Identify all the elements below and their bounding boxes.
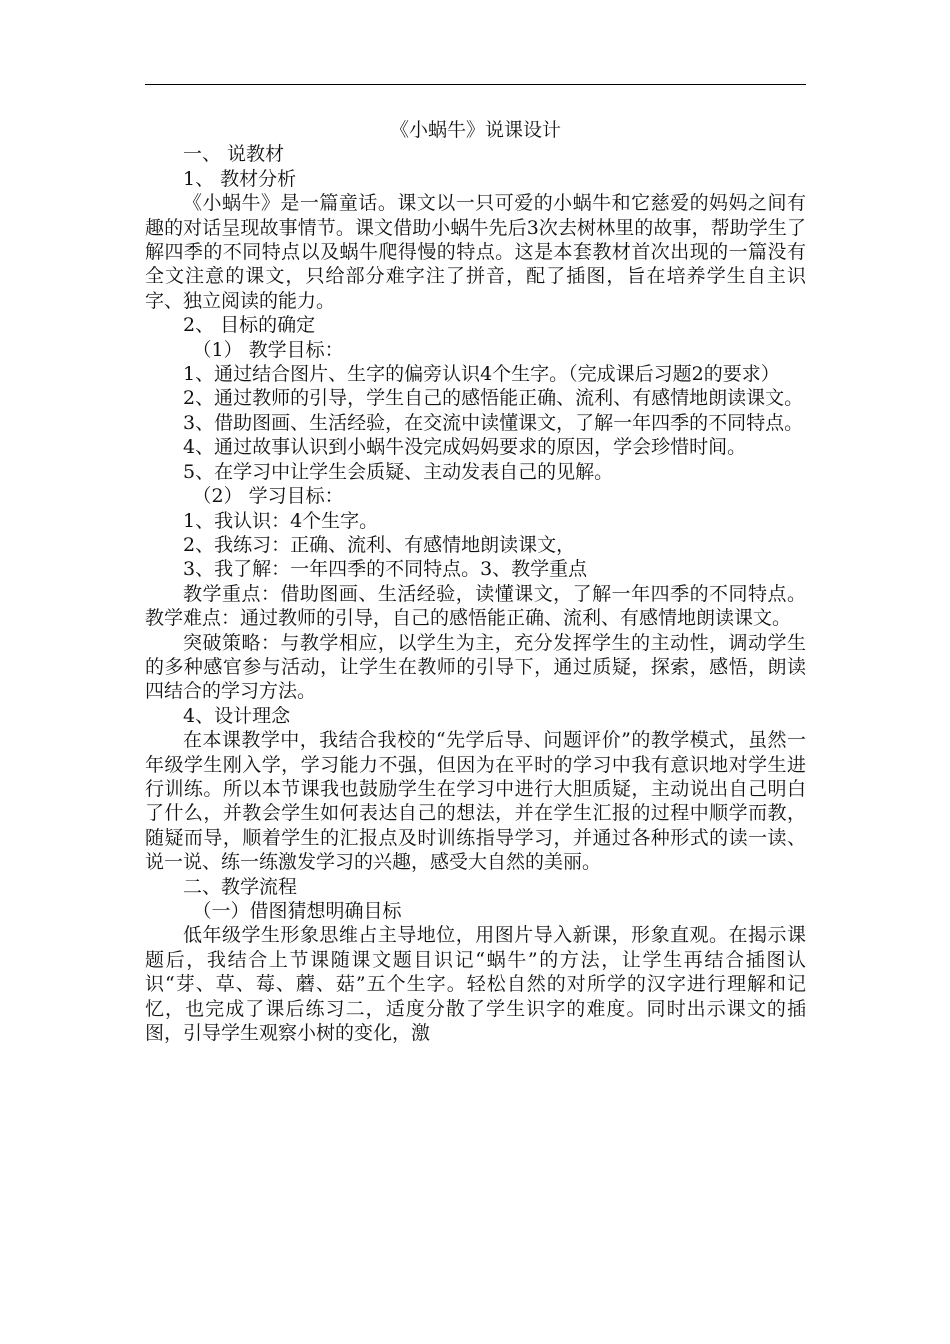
- paragraph: 3、借助图画、生活经验，在交流中读懂课文，了解一年四季的不同特点。: [183, 411, 804, 434]
- paragraph: 二、教学流程: [183, 875, 298, 898]
- paragraph-list: [145, 142, 806, 1045]
- paragraph: 3、我了解：一年四季的不同特点。3、教学重点: [183, 558, 588, 581]
- paragraph: 突破策略：与教学相应，以学生为主，充分发挥学生的主动性，调动学生的多种感官参与活动，让学生在教师的引导下，通过质疑，探索，感悟，朗读四结合的学习方法。: [145, 631, 806, 703]
- document-title: 《小蜗牛》说课设计: [389, 119, 561, 141]
- paragraph: 1、通过结合图片、生字的偏旁认识4个生字。（完成课后习题2的要求）: [183, 363, 780, 386]
- document-body: [145, 118, 806, 1045]
- paragraph: 低年级学生形象思维占主导地位，用图片导入新课，形象直观。在揭示课题后，我结合上节课随课文题目识记“蜗牛”的方法，让学生再结合插图认识“芽、草、莓、蘑、菇”五个生字。轻松自然的对所学的汉字进行理解和记忆，也完成了课后练习二，适度分散了学生识字的难度。同时出示课文的插图，引导学生观察小树的变化，激: [145, 924, 806, 1045]
- paragraph: （一）借图猜想明确目标: [192, 900, 402, 922]
- paragraph: 教学重点：借助图画、生活经验，读懂课文，了解一年四季的不同特点。 教学难点：通过教师的引导，自己的感悟能正确、流利、有感情地朗读课文。: [145, 582, 806, 630]
- paragraph: 2、 目标的确定: [183, 314, 316, 337]
- paragraph: 《小蜗牛》是一篇童话。课文以一只可爱的小蜗牛和它慈爱的妈妈之间有 趣的对话呈现故事情节。课文借助小蜗牛先后3次去树林里的故事，帮助学生了解四季的不同特点以及蜗牛爬得慢的特点。这是本套教材首次出现的一篇没有全文注意的课文，只给部分难字注了拼音，配了插图，旨在培养学生自主识字、独立阅读的能力。: [145, 192, 806, 312]
- paragraph: 4、设计理念: [183, 704, 291, 727]
- paragraph: 1、我认识：4个生字。: [183, 509, 379, 532]
- paragraph: （1） 教学目标：: [192, 338, 344, 361]
- paragraph: 2、通过教师的引导，学生自己的感悟能正确、流利、有感情地朗读课文。: [183, 387, 804, 410]
- paragraph: 1、 教材分析: [183, 167, 297, 190]
- paragraph: 5、在学习中让学生会质疑、主动发表自己的见解。: [183, 460, 614, 483]
- paragraph: 在本课教学中，我结合我校的“先学后导、问题评价”的教学模式，虽然一年级学生刚入学，学习能力不强，但因为在平时的学习中我有意识地对学生进行训练。所以本节课我也鼓励学生在学习中进行大胆质疑，主动说出自己明白了什么，并教会学生如何表达自己的想法，并在学生汇报的过程中顺学而教，随疑而导，顺着学生的汇报点及时训练指导学习，并通过各种形式的读一读、说一说、练一练激发学习的兴趣，感受大自然的美丽。: [145, 729, 806, 874]
- paragraph: 2、我练习：正确、流利、有感情地朗读课文，: [183, 533, 576, 556]
- paragraph: 4、通过故事认识到小蜗牛没完成妈妈要求的原因，学会珍惜时间。: [183, 436, 747, 459]
- paragraph: 一、 说教材: [183, 143, 285, 166]
- paragraph: （2） 学习目标：: [192, 485, 344, 508]
- header-rule: [145, 84, 806, 85]
